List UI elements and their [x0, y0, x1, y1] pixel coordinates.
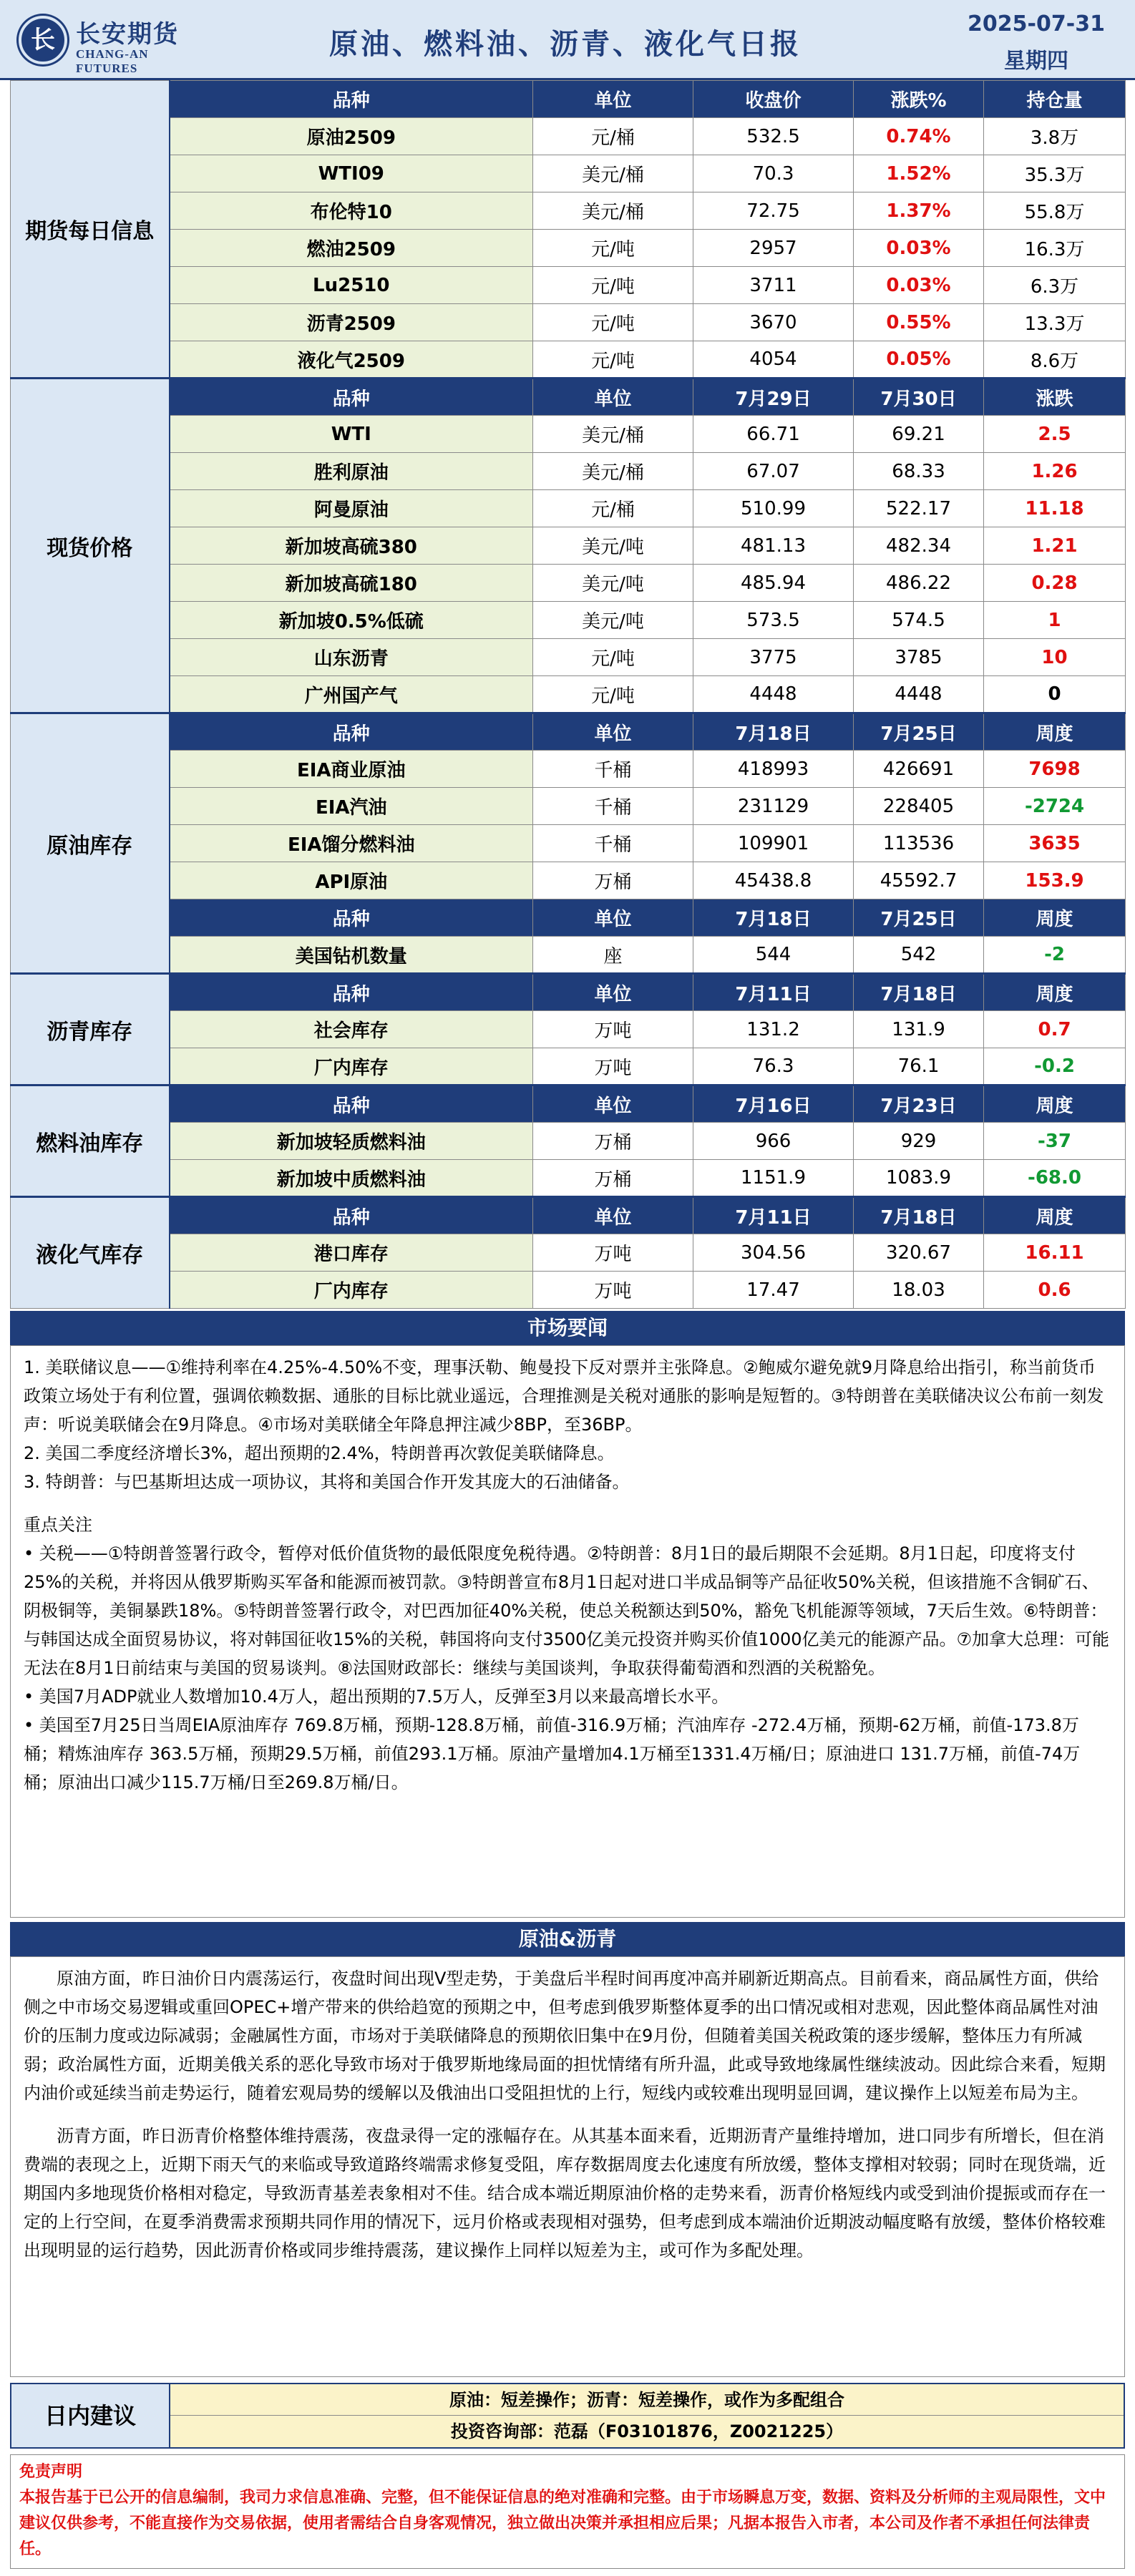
unit-cell: 美元/桶: [533, 453, 693, 490]
table-cell: 2957: [693, 230, 854, 267]
product-name: 布伦特10: [170, 192, 533, 230]
table-row: [11, 1272, 1126, 1309]
unit-cell: 元/吨: [533, 267, 693, 304]
product-name: EIA商业原油: [170, 751, 533, 788]
unit-cell: 万桶: [533, 1123, 693, 1160]
column-header: 7月11日: [693, 974, 854, 1011]
product-name: 新加坡轻质燃料油: [170, 1123, 533, 1160]
change-value: 0: [984, 676, 1126, 713]
product-name: 广州国产气: [170, 676, 533, 713]
change-value: 153.9: [984, 862, 1126, 899]
product-name: EIA馏分燃料油: [170, 825, 533, 862]
table-cell: 66.71: [693, 416, 854, 453]
table-cell: 3775: [693, 639, 854, 676]
table-header-row: [11, 974, 1126, 1011]
unit-cell: 万吨: [533, 1272, 693, 1309]
product-name: 新加坡高硫380: [170, 527, 533, 565]
product-name: 港口库存: [170, 1234, 533, 1272]
table-cell: 228405: [854, 788, 984, 825]
table-row: [11, 490, 1126, 527]
table-cell: 45592.7: [854, 862, 984, 899]
disclaimer: [10, 2454, 1125, 2569]
product-name: EIA汽油: [170, 788, 533, 825]
table-row: [11, 341, 1126, 379]
change-value: 11.18: [984, 490, 1126, 527]
table-header-row: [11, 379, 1126, 416]
column-header: 周度: [984, 1197, 1126, 1234]
table-header-row: [11, 81, 1126, 118]
table-cell: 76.1: [854, 1048, 984, 1085]
unit-cell: 座: [533, 937, 693, 974]
product-name: 新加坡0.5%低硫: [170, 602, 533, 639]
table-cell: 510.99: [693, 490, 854, 527]
unit-cell: 万吨: [533, 1011, 693, 1048]
table-row: [11, 304, 1126, 341]
unit-cell: 万吨: [533, 1048, 693, 1085]
unit-cell: 元/吨: [533, 676, 693, 713]
change-value: -2: [984, 937, 1126, 974]
table-cell: 966: [693, 1123, 854, 1160]
table-row: [11, 230, 1126, 267]
product-name: 厂内库存: [170, 1048, 533, 1085]
change-value: 1.37%: [854, 192, 984, 230]
table-row: [11, 639, 1126, 676]
table-row: [11, 937, 1126, 974]
table-cell: 320.67: [854, 1234, 984, 1272]
change-value: 1: [984, 602, 1126, 639]
table-cell: 544: [693, 937, 854, 974]
change-value: 10: [984, 639, 1126, 676]
unit-cell: 元/桶: [533, 490, 693, 527]
table-row: [11, 267, 1126, 304]
table-cell: 17.47: [693, 1272, 854, 1309]
column-header: 品种: [170, 1197, 533, 1234]
unit-cell: 元/桶: [533, 118, 693, 155]
market-news-item: 3. 特朗普：与巴基斯坦达成一项协议，其将和美国合作开发其庞大的石油储备。: [24, 1472, 630, 1492]
main-data-table: [10, 80, 1126, 1309]
column-header: 单位: [533, 899, 693, 937]
table-cell: 4448: [854, 676, 984, 713]
column-header: 单位: [533, 1197, 693, 1234]
table-header-row: [11, 1197, 1126, 1234]
change-value: 3635: [984, 825, 1126, 862]
table-cell: 69.21: [854, 416, 984, 453]
focus-title: 重点关注: [24, 1515, 92, 1535]
table-cell: 16.3万: [984, 230, 1126, 267]
product-name: 美国钻机数量: [170, 937, 533, 974]
section-label: 燃料油库存: [11, 1085, 170, 1197]
column-header: 7月25日: [854, 713, 984, 751]
table-cell: 13.3万: [984, 304, 1126, 341]
table-cell: 3670: [693, 304, 854, 341]
intraday-advice: [10, 2383, 1125, 2449]
change-value: 7698: [984, 751, 1126, 788]
unit-cell: 千桶: [533, 788, 693, 825]
product-name: 液化气2509: [170, 341, 533, 379]
table-row: [11, 453, 1126, 490]
column-header: 品种: [170, 1085, 533, 1123]
unit-cell: 元/吨: [533, 304, 693, 341]
change-value: 0.7: [984, 1011, 1126, 1048]
unit-cell: 千桶: [533, 825, 693, 862]
report-date: 2025-07-31: [968, 11, 1105, 36]
focus-item: • 美国至7月25日当周EIA原油库存 769.8万桶，预期-128.8万桶，前值-316.9万桶；汽油库存 -272.4万桶，预期-62万桶，前值-173.8万桶；精炼油库存 363.5万桶，预期29.5万桶，前值293.1万桶。原油产量增加4.1万桶至1331.4万桶/日；原油进口 131.7万桶，前值-74万桶；原油出口减少115.7万桶/日至269.8万桶/日。: [24, 1715, 1081, 1792]
analysis-box: [10, 1956, 1125, 2377]
product-name: 社会库存: [170, 1011, 533, 1048]
change-value: 1.26: [984, 453, 1126, 490]
table-cell: 481.13: [693, 527, 854, 565]
report-weekday: 星期四: [1004, 49, 1068, 74]
table-cell: 482.34: [854, 527, 984, 565]
unit-cell: 万吨: [533, 1234, 693, 1272]
focus-item: • 美国7月ADP就业人数增加10.4万人，超出预期的7.5万人，反弹至3月以来最高增长水平。: [24, 1687, 729, 1707]
table-cell: 131.2: [693, 1011, 854, 1048]
table-cell: 109901: [693, 825, 854, 862]
table-cell: 35.3万: [984, 155, 1126, 192]
table-cell: 231129: [693, 788, 854, 825]
unit-cell: 元/吨: [533, 341, 693, 379]
table-cell: 76.3: [693, 1048, 854, 1085]
product-name: 厂内库存: [170, 1272, 533, 1309]
changan-logo: [19, 11, 205, 75]
column-header: 单位: [533, 974, 693, 1011]
table-cell: 485.94: [693, 565, 854, 602]
market-news-box: [10, 1345, 1125, 1918]
table-header-row: [11, 1085, 1126, 1123]
table-row: [11, 192, 1126, 230]
column-header: 7月29日: [693, 379, 854, 416]
product-name: 原油2509: [170, 118, 533, 155]
change-value: 1.52%: [854, 155, 984, 192]
table-cell: 532.5: [693, 118, 854, 155]
table-row: [11, 676, 1126, 713]
column-header: 7月18日: [854, 974, 984, 1011]
advice-label: 日内建议: [11, 2384, 170, 2447]
table-cell: 3785: [854, 639, 984, 676]
column-header: 品种: [170, 899, 533, 937]
table-cell: 574.5: [854, 602, 984, 639]
analysis-title: 原油&沥青: [10, 1922, 1125, 1956]
table-row: [11, 527, 1126, 565]
column-header: 7月18日: [693, 713, 854, 751]
unit-cell: 美元/桶: [533, 155, 693, 192]
table-row: [11, 155, 1126, 192]
table-cell: 70.3: [693, 155, 854, 192]
table-row: [11, 825, 1126, 862]
column-header: 7月18日: [854, 1197, 984, 1234]
market-news-title: 市场要闻: [10, 1311, 1125, 1345]
table-cell: 3711: [693, 267, 854, 304]
table-cell: 573.5: [693, 602, 854, 639]
report-title: 原油、燃料油、沥青、液化气日报: [329, 28, 802, 61]
table-cell: 522.17: [854, 490, 984, 527]
column-header: 7月11日: [693, 1197, 854, 1234]
table-cell: 18.03: [854, 1272, 984, 1309]
product-name: 新加坡中质燃料油: [170, 1160, 533, 1197]
table-cell: 6.3万: [984, 267, 1126, 304]
product-name: WTI: [170, 416, 533, 453]
section-label: 现货价格: [11, 379, 170, 713]
product-name: 沥青2509: [170, 304, 533, 341]
table-cell: 131.9: [854, 1011, 984, 1048]
change-value: -68.0: [984, 1160, 1126, 1197]
table-cell: 55.8万: [984, 192, 1126, 230]
column-header: 周度: [984, 974, 1126, 1011]
unit-cell: 千桶: [533, 751, 693, 788]
column-header: 持仓量: [984, 81, 1126, 118]
unit-cell: 美元/桶: [533, 192, 693, 230]
product-name: 阿曼原油: [170, 490, 533, 527]
section-label: 期货每日信息: [11, 81, 170, 379]
table-cell: 1083.9: [854, 1160, 984, 1197]
change-value: 0.05%: [854, 341, 984, 379]
unit-cell: 美元/吨: [533, 565, 693, 602]
product-name: 燃油2509: [170, 230, 533, 267]
change-value: 0.03%: [854, 230, 984, 267]
table-row: [11, 1048, 1126, 1085]
column-header: 单位: [533, 379, 693, 416]
table-cell: 304.56: [693, 1234, 854, 1272]
product-name: 胜利原油: [170, 453, 533, 490]
product-name: WTI09: [170, 155, 533, 192]
report-header: [0, 0, 1135, 80]
unit-cell: 元/吨: [533, 639, 693, 676]
table-cell: 4448: [693, 676, 854, 713]
column-header: 涨跌%: [854, 81, 984, 118]
table-cell: 8.6万: [984, 341, 1126, 379]
column-header: 7月23日: [854, 1085, 984, 1123]
asphalt-analysis-paragraph: 沥青方面，昨日沥青价格整体维持震荡，夜盘录得一定的涨幅存在。从其基本面来看，近期沥青产量维持增加，进口同步有所增长，但在消费端的表现之上，近期下雨天气的来临或导致道路终端需求修复受阻，库存数据周度去化速度有所放缓，整体支撑相对较弱；同时在现货端，近期国内多地现货价格相对稳定，导致沥青基差表象相对不佳。结合成本端近期原油价格的走势来看，沥青价格短线内或受到油价提振或而存在一定的上行空间，在夏季消费需求预期共同作用的情况下，远月价格或表现相对强势，但考虑到成本端油价近期波动幅度略有放缓，整体价格较难出现明显的运行趋势，因此沥青价格或同步维持震荡，建议操作上同样以短差为主，或可作为多配处理。: [24, 2126, 1106, 2260]
product-name: 新加坡高硫180: [170, 565, 533, 602]
unit-cell: 美元/桶: [533, 416, 693, 453]
data-tables: [10, 80, 1125, 1309]
change-value: 0.55%: [854, 304, 984, 341]
table-header-row: [11, 899, 1126, 937]
table-row: [11, 602, 1126, 639]
change-value: 0.03%: [854, 267, 984, 304]
table-cell: 67.07: [693, 453, 854, 490]
table-header-row: [11, 713, 1126, 751]
product-name: Lu2510: [170, 267, 533, 304]
change-value: -0.2: [984, 1048, 1126, 1085]
unit-cell: 元/吨: [533, 230, 693, 267]
unit-cell: 美元/吨: [533, 527, 693, 565]
table-cell: 45438.8: [693, 862, 854, 899]
table-cell: 542: [854, 937, 984, 974]
column-header: 品种: [170, 713, 533, 751]
disclaimer-title: 免责声明: [19, 2463, 83, 2481]
advice-text: 原油：短差操作；沥青：短差操作，或作为多配组合: [170, 2384, 1124, 2416]
table-row: [11, 416, 1126, 453]
table-cell: 72.75: [693, 192, 854, 230]
market-news-item: 2. 美国二季度经济增长3%，超出预期的2.4%，特朗普再次敦促美联储降息。: [24, 1443, 615, 1463]
table-row: [11, 862, 1126, 899]
section-label: 原油库存: [11, 713, 170, 974]
column-header: 涨跌: [984, 379, 1126, 416]
table-row: [11, 751, 1126, 788]
column-header: 单位: [533, 1085, 693, 1123]
column-header: 7月30日: [854, 379, 984, 416]
change-value: -37: [984, 1123, 1126, 1160]
change-value: 2.5: [984, 416, 1126, 453]
market-news-item: 1. 美联储议息——①维持利率在4.25%-4.50%不变，理事沃勒、鲍曼投下反对票并主张降息。②鲍威尔避免就9月降息给出指引，称当前货币政策立场处于有利位置，强调依赖数据、通胀的目标比就业遥远，合理推测是关税对通胀的影响是短暂的。③特朗普在美联储决议公布前一刻发声：听说美联储会在9月降息。④市场对美联储全年降息押注减少8BP，至36BP。: [24, 1357, 1104, 1435]
logo-emblem-icon: 长: [19, 16, 67, 64]
logo-chinese-name: 长安期货: [76, 20, 179, 49]
column-header: 品种: [170, 379, 533, 416]
change-value: 0.6: [984, 1272, 1126, 1309]
table-cell: 4054: [693, 341, 854, 379]
change-value: 16.11: [984, 1234, 1126, 1272]
column-header: 7月25日: [854, 899, 984, 937]
table-cell: 929: [854, 1123, 984, 1160]
column-header: 周度: [984, 713, 1126, 751]
table-row: [11, 1011, 1126, 1048]
section-label: 液化气库存: [11, 1197, 170, 1309]
advice-analyst: 投资咨询部：范磊（F03101876，Z0021225）: [170, 2416, 1124, 2447]
column-header: 周度: [984, 899, 1126, 937]
column-header: 7月16日: [693, 1085, 854, 1123]
section-label: 沥青库存: [11, 974, 170, 1085]
table-cell: 113536: [854, 825, 984, 862]
column-header: 收盘价: [693, 81, 854, 118]
change-value: 1.21: [984, 527, 1126, 565]
change-value: 0.28: [984, 565, 1126, 602]
change-value: -2724: [984, 788, 1126, 825]
product-name: API原油: [170, 862, 533, 899]
table-row: [11, 1123, 1126, 1160]
column-header: 单位: [533, 81, 693, 118]
table-cell: 486.22: [854, 565, 984, 602]
table-row: [11, 1160, 1126, 1197]
change-value: 0.74%: [854, 118, 984, 155]
product-name: 山东沥青: [170, 639, 533, 676]
focus-item: • 关税——①特朗普签署行政令，暂停对低价值货物的最低限度免税待遇。②特朗普：8月1日的最后期限不会延期。8月1日起，印度将支付25%的关税，并将因从俄罗斯购买军备和能源而被罚款。③特朗普宣布8月1日起对进口半成品铜等产品征收50%关税，但该措施不含铜矿石、阴极铜等，美铜暴跌18%。⑤特朗普签署行政令，对巴西加征40%关税，使总关税额达到50%，豁免飞机能源等领域，7天后生效。⑥特朗普：与韩国达成全面贸易协议，将对韩国征收15%的关税，韩国将向支付3500亿美元投资并购买价值1000亿美元的能源产品。⑦加拿大总理：可能无法在8月1日前结束与美国的贸易谈判。⑧法国财政部长：继续与美国谈判，争取获得葡萄酒和烈酒的关税豁免。: [24, 1543, 1110, 1678]
column-header: 品种: [170, 974, 533, 1011]
column-header: 品种: [170, 81, 533, 118]
table-cell: 426691: [854, 751, 984, 788]
table-cell: 418993: [693, 751, 854, 788]
table-row: [11, 565, 1126, 602]
column-header: 7月18日: [693, 899, 854, 937]
table-cell: 1151.9: [693, 1160, 854, 1197]
unit-cell: 万桶: [533, 1160, 693, 1197]
table-row: [11, 788, 1126, 825]
crude-analysis-paragraph: 原油方面，昨日油价日内震荡运行，夜盘时间出现V型走势，于美盘后半程时间再度冲高并刷新近期高点。目前看来，商品属性方面，供给侧之中市场交易逻辑或重回OPEC+增产带来的供给趋宽的预期之中，但考虑到俄罗斯整体夏季的出口情况或相对悲观，因此整体商品属性对油价的压制力度或边际减弱；金融属性方面，市场对于美联储降息的预期依旧集中在9月份，但随着美国关税政策的逐步缓解，整体压力有所减弱；政治属性方面，近期美俄关系的恶化导致市场对于俄罗斯地缘局面的担忧情绪有所升温，此或导致地缘属性继续波动。因此综合来看，短期内油价或延续当前走势运行，随着宏观局势的缓解以及俄油出口受阻担忧的上行，短线内或较难出现明显回调，建议操作上以短差布局为主。: [24, 1968, 1106, 2103]
table-cell: 3.8万: [984, 118, 1126, 155]
table-cell: 68.33: [854, 453, 984, 490]
unit-cell: 万桶: [533, 862, 693, 899]
table-row: [11, 118, 1126, 155]
logo-english-name: CHANG-AN FUTURES: [76, 47, 149, 75]
unit-cell: 美元/吨: [533, 602, 693, 639]
table-row: [11, 1234, 1126, 1272]
column-header: 单位: [533, 713, 693, 751]
column-header: 周度: [984, 1085, 1126, 1123]
disclaimer-text: 本报告基于已公开的信息编制，我司力求信息准确、完整，但不能保证信息的绝对准确和完整。由于市场瞬息万变，数据、资料及分析师的主观局限性，文中建议仅供参考，不能直接作为交易依据，使用者需结合自身客观情况，独立做出决策并承担相应后果；凡据本报告入市者，本公司及作者不承担任何法律责任。: [19, 2489, 1106, 2558]
